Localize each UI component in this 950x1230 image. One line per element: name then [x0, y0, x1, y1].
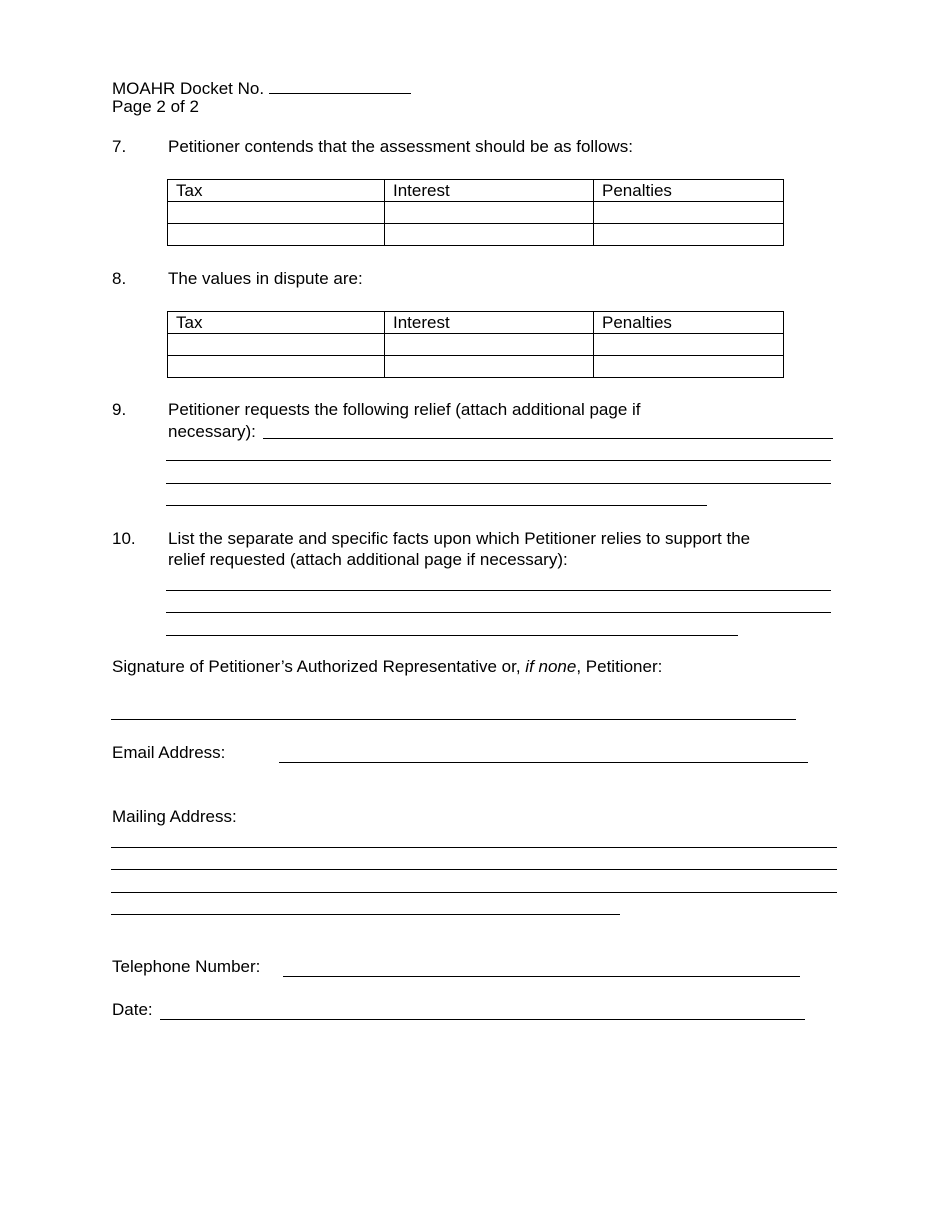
table-row [168, 334, 784, 356]
table-cell[interactable] [168, 224, 385, 246]
date-line[interactable] [160, 1019, 805, 1020]
table-cell[interactable] [385, 202, 594, 224]
table-row [168, 356, 784, 378]
item-8-number: 8. [112, 269, 127, 288]
column-header-tax: Tax [168, 180, 385, 202]
table-cell[interactable] [385, 224, 594, 246]
docket-number [112, 78, 411, 99]
signature-label-end: , Petitioner: [576, 657, 663, 676]
table-cell[interactable] [594, 334, 784, 356]
table-cell[interactable] [594, 202, 784, 224]
facts-line[interactable] [166, 612, 831, 613]
table-cell[interactable] [594, 356, 784, 378]
item-9-line2: necessary): [168, 422, 256, 441]
table-cell[interactable] [594, 224, 784, 246]
page-number: Page 2 of 2 [112, 97, 199, 116]
facts-line[interactable] [166, 635, 738, 636]
signature-line[interactable] [111, 719, 796, 720]
mailing-address-label: Mailing Address: [112, 807, 237, 826]
table-cell[interactable] [168, 202, 385, 224]
table-cell[interactable] [385, 356, 594, 378]
column-header-penalties: Penalties [594, 180, 784, 202]
mailing-address-line[interactable] [111, 914, 620, 915]
column-header-interest: Interest [385, 180, 594, 202]
relief-line[interactable] [166, 505, 707, 506]
mailing-address-line[interactable] [111, 892, 837, 893]
table-cell[interactable] [168, 334, 385, 356]
telephone-label: Telephone Number: [112, 957, 261, 976]
column-header-penalties: Penalties [594, 312, 784, 334]
date-label: Date: [112, 1000, 153, 1019]
item-10-number: 10. [112, 529, 136, 548]
signature-label [112, 657, 662, 677]
column-header-interest: Interest [385, 312, 594, 334]
item-7-text: Petitioner contends that the assessment should be as follows: [168, 137, 633, 156]
table-header-row [168, 180, 784, 202]
docket-label: MOAHR Docket No. [112, 79, 265, 98]
signature-label-text: Signature of Petitioner’s Authorized Representative or, [112, 657, 526, 676]
facts-line[interactable] [166, 590, 831, 591]
signature-label-italic: if none [525, 657, 577, 676]
table-header-row [168, 312, 784, 334]
relief-line[interactable] [263, 438, 833, 439]
email-label: Email Address: [112, 743, 226, 762]
docket-number-field[interactable] [269, 78, 411, 94]
table-cell[interactable] [385, 334, 594, 356]
relief-line[interactable] [166, 460, 831, 461]
mailing-address-line[interactable] [111, 869, 837, 870]
item-8-text: The values in dispute are: [168, 269, 363, 288]
item-7-number: 7. [112, 137, 127, 156]
email-line[interactable] [279, 762, 808, 763]
mailing-address-line[interactable] [111, 847, 837, 848]
item-10-line1: List the separate and specific facts upon which Petitioner relies to support the [168, 529, 751, 548]
item-10-line2: relief requested (attach additional page if necessary): [168, 550, 568, 569]
item-9-line1: Petitioner requests the following relief (attach additional page if [168, 400, 641, 419]
dispute-table [167, 311, 784, 378]
table-cell[interactable] [168, 356, 385, 378]
item-9-number: 9. [112, 400, 127, 419]
telephone-line[interactable] [283, 976, 800, 977]
column-header-tax: Tax [168, 312, 385, 334]
assessment-table [167, 179, 784, 246]
table-row [168, 202, 784, 224]
table-row [168, 224, 784, 246]
relief-line[interactable] [166, 483, 831, 484]
